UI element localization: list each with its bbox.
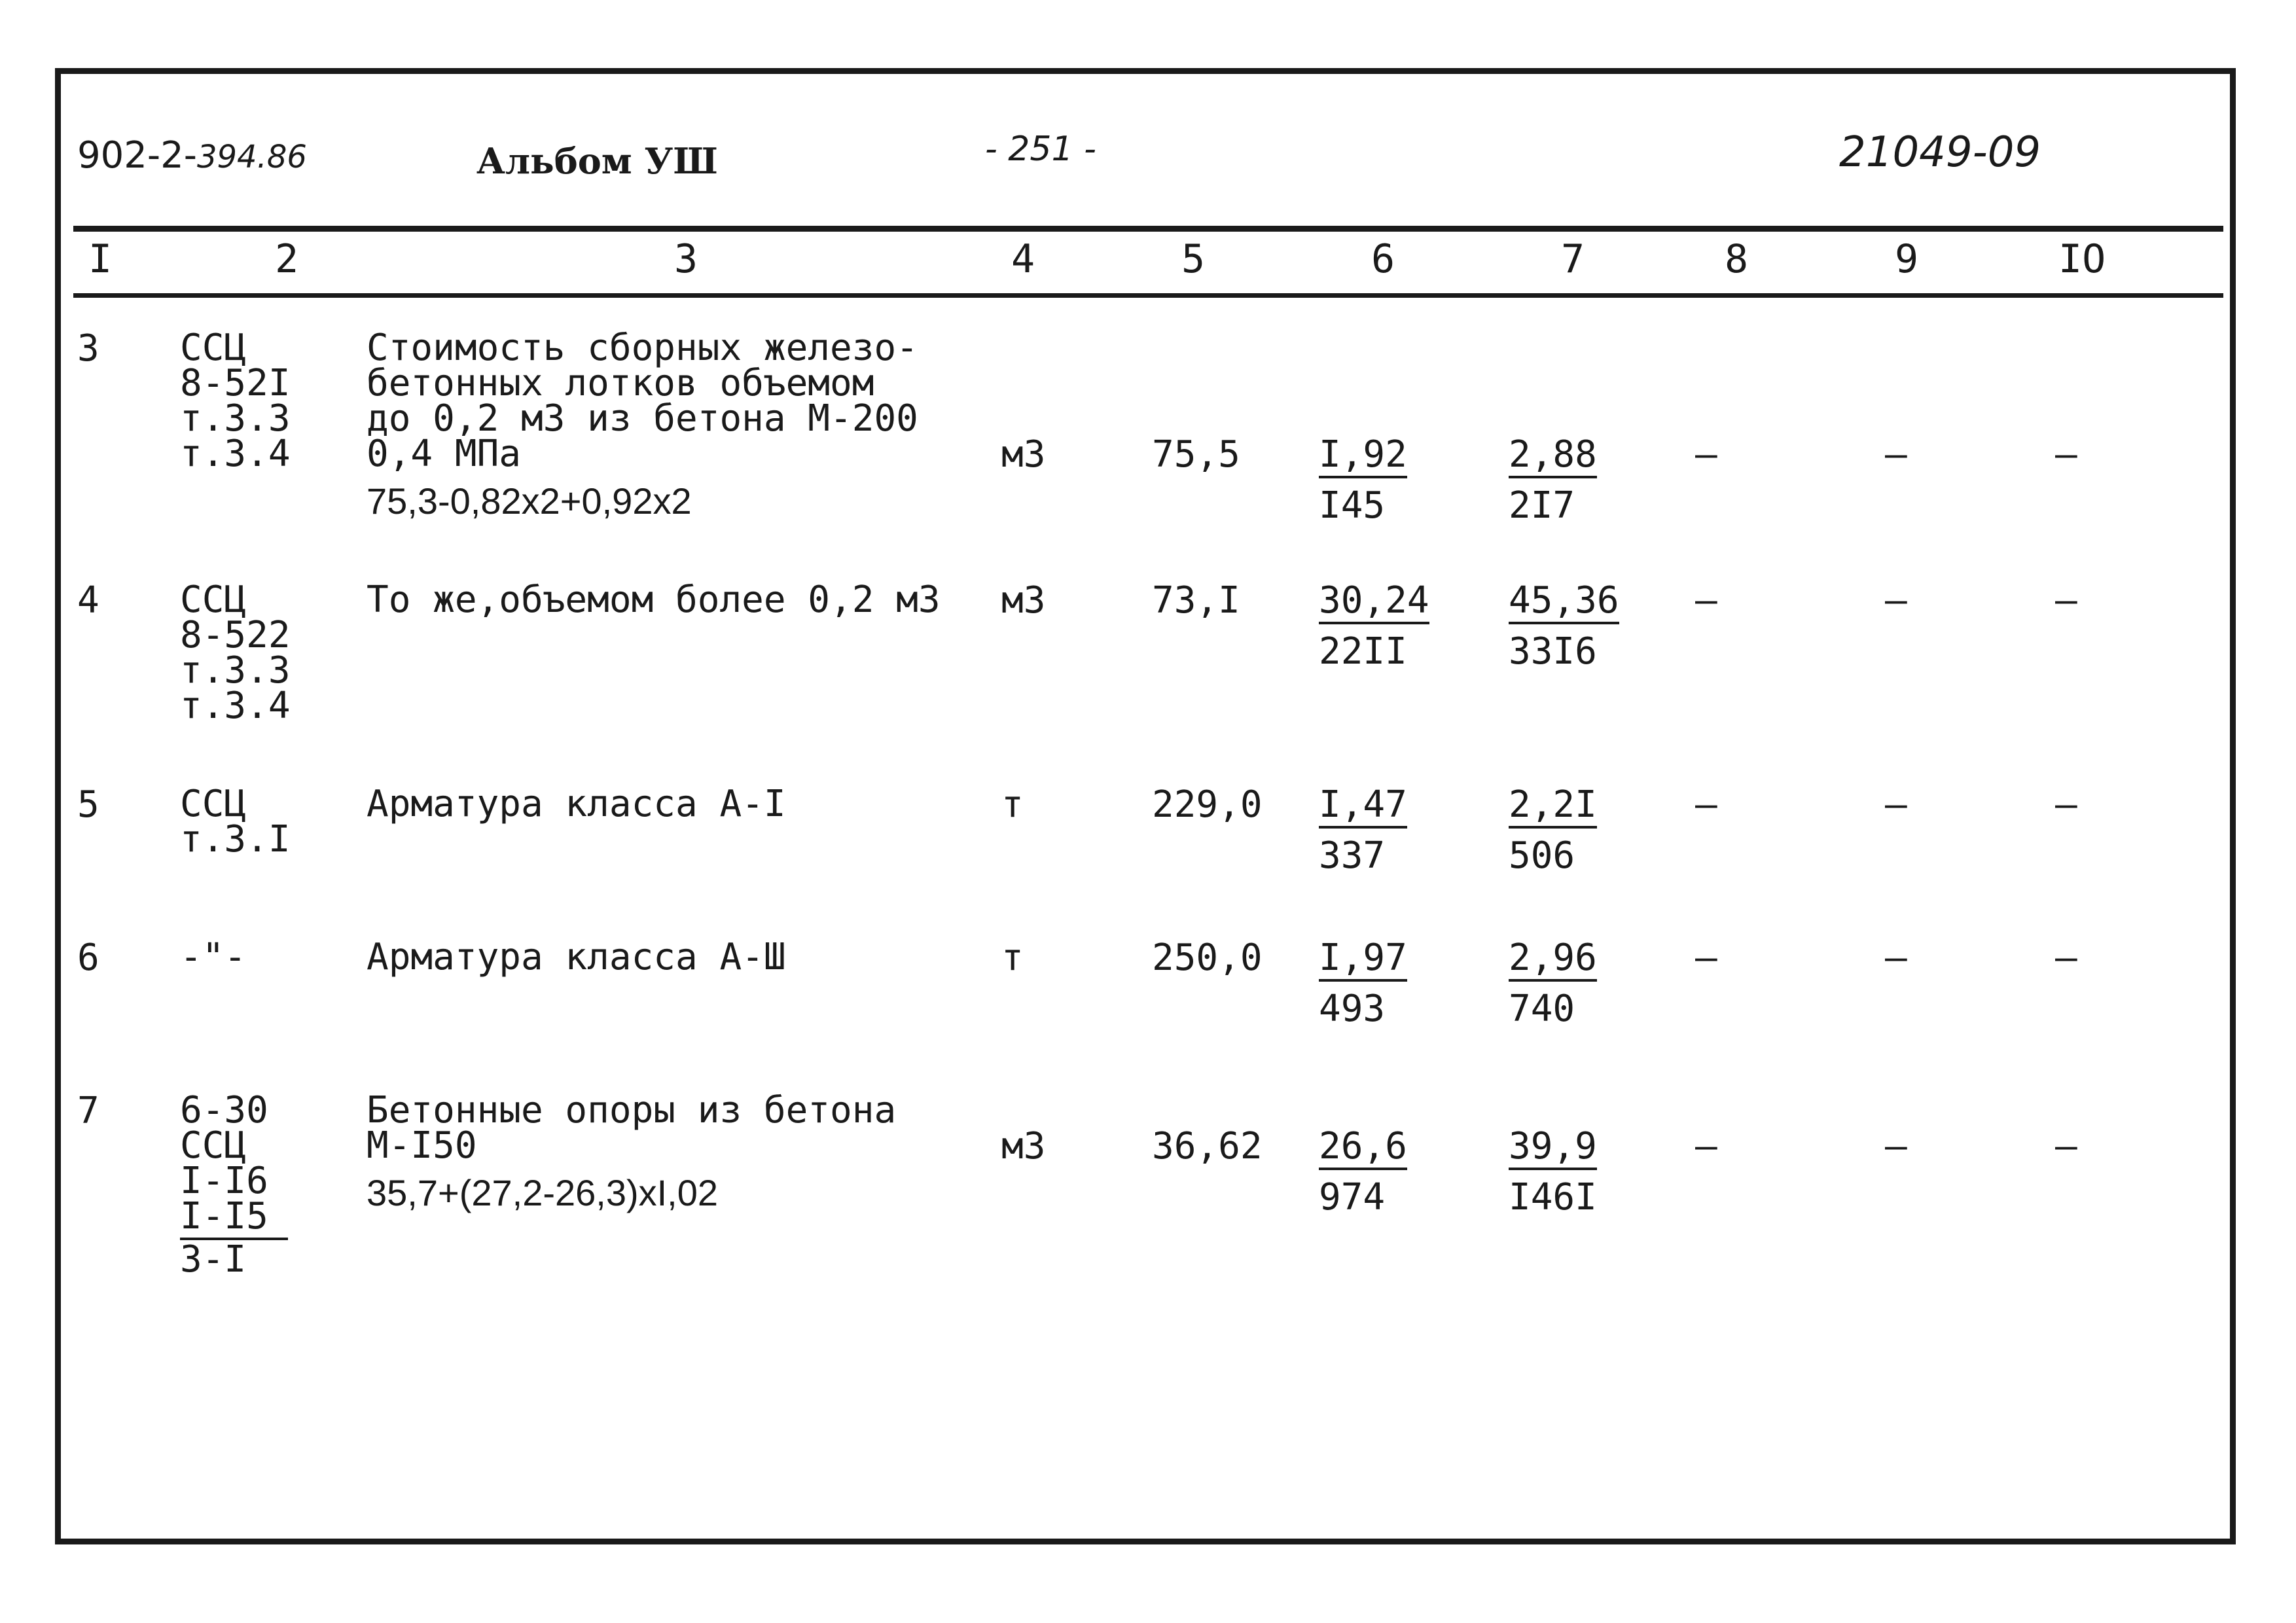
- price-value: 2,88: [1509, 437, 1597, 478]
- fraction-c6: [1319, 579, 1429, 673]
- description-line: Арматура класса А-I: [367, 783, 786, 825]
- row-codes: [180, 783, 291, 861]
- col10-value: –: [2055, 433, 2077, 476]
- unit: м3: [1001, 1125, 1046, 1168]
- quantity: 73,I: [1152, 579, 1240, 622]
- row-number: 6: [77, 936, 99, 979]
- doc-code-handwritten: 394.86: [196, 139, 307, 175]
- col10-value: –: [2055, 936, 2077, 979]
- code-line: т.3.I: [180, 818, 291, 861]
- code-line: т.3.4: [180, 433, 291, 475]
- fraction-c7: [1509, 433, 1597, 527]
- column-header-6: 6: [1371, 236, 1395, 282]
- col8-value: –: [1695, 579, 1717, 622]
- total-value: 33I6: [1509, 630, 1597, 673]
- col8-value: –: [1695, 433, 1717, 476]
- price-value: I,92: [1319, 437, 1407, 478]
- doc-code-printed: 902-2-: [77, 134, 197, 177]
- price-value: 26,6: [1319, 1128, 1407, 1170]
- fraction-c6: [1319, 433, 1407, 527]
- code-line: 3-I: [180, 1238, 247, 1281]
- column-header-8: 8: [1725, 236, 1749, 282]
- row-codes: [180, 579, 291, 727]
- code-line: [180, 1195, 288, 1238]
- description-line: Арматура класса А-Ш: [367, 936, 786, 978]
- code-line: т.3.3: [180, 649, 291, 692]
- row-number: 4: [77, 579, 99, 622]
- album-label: Альбом УШ: [476, 140, 718, 182]
- row-description: [367, 936, 786, 978]
- code-line: 6-30: [180, 1089, 268, 1132]
- total-value: 22II: [1319, 630, 1407, 673]
- description-line: до 0,2 м3 из бетона М-200: [367, 397, 918, 440]
- code-line: ССЦ: [180, 783, 247, 825]
- code-line: -"-: [180, 936, 247, 978]
- column-header-7: 7: [1561, 236, 1585, 282]
- fraction-c7: [1509, 1125, 1597, 1219]
- total-value: I45: [1319, 484, 1386, 527]
- header-rule-top: [73, 226, 2223, 232]
- column-header-1: I: [88, 236, 113, 282]
- row-number: 7: [77, 1090, 99, 1132]
- code-line: т.3.3: [180, 397, 291, 440]
- column-header-4: 4: [1011, 236, 1035, 282]
- quantity: 75,5: [1152, 433, 1240, 476]
- col9-value: –: [1885, 579, 1907, 622]
- fraction-c7: [1509, 936, 1597, 1030]
- code-line: ССЦ: [180, 579, 247, 621]
- column-header-10: IO: [2058, 236, 2106, 282]
- quantity: 36,62: [1152, 1125, 1263, 1168]
- row-description: [367, 327, 918, 522]
- unit: м3: [1001, 433, 1046, 476]
- col10-value: –: [2055, 579, 2077, 622]
- price-value: 39,9: [1509, 1128, 1597, 1170]
- price-value: 30,24: [1319, 582, 1429, 624]
- page-number: - 251 -: [985, 130, 1096, 169]
- row-codes: [180, 1089, 288, 1281]
- formula: 35,7+(27,2-26,3)хI,02: [367, 1172, 719, 1213]
- total-value: 493: [1319, 988, 1386, 1030]
- col9-value: –: [1885, 783, 1907, 826]
- code-line: I-I6: [180, 1160, 268, 1202]
- header-rule-bottom: [73, 293, 2223, 298]
- price-value: 45,36: [1509, 582, 1619, 624]
- description-line: Бетонные опоры из бетона: [367, 1089, 897, 1132]
- quantity: 229,0: [1152, 783, 1263, 826]
- col10-value: –: [2055, 783, 2077, 826]
- row-codes: [180, 936, 247, 978]
- description-line: бетонных лотков объемом: [367, 362, 874, 404]
- column-header-5: 5: [1181, 236, 1206, 282]
- row-codes: [180, 327, 291, 475]
- sheet-code: 21049-09: [1839, 128, 2041, 177]
- row-number: 3: [77, 327, 99, 370]
- total-value: 974: [1319, 1176, 1386, 1219]
- doc-code: [77, 134, 307, 177]
- row-description: [367, 783, 786, 825]
- description-line: Стоимость сборных железо-: [367, 327, 918, 369]
- column-header-2: 2: [275, 236, 299, 282]
- price-value: 2,2I: [1509, 787, 1597, 829]
- total-value: 337: [1319, 834, 1386, 877]
- quantity: 250,0: [1152, 936, 1263, 979]
- description-line: М-I50: [367, 1124, 477, 1167]
- col8-value: –: [1695, 936, 1717, 979]
- column-header-9: 9: [1895, 236, 1919, 282]
- fraction-c6: [1319, 936, 1407, 1030]
- code-line: ССЦ: [180, 1124, 247, 1167]
- code-line: 8-52I: [180, 362, 291, 404]
- unit: м3: [1001, 579, 1046, 622]
- total-value: 2I7: [1509, 484, 1575, 527]
- code-line: 8-522: [180, 614, 291, 656]
- total-value: 506: [1509, 834, 1575, 877]
- fraction-c7: [1509, 783, 1597, 877]
- fraction-c6: [1319, 783, 1407, 877]
- formula: 75,3-0,82х2+0,92х2: [367, 480, 692, 522]
- col9-value: –: [1885, 936, 1907, 979]
- price-value: 2,96: [1509, 940, 1597, 982]
- fraction-c6: [1319, 1125, 1407, 1219]
- unit: т: [1001, 783, 1024, 826]
- col8-value: –: [1695, 783, 1717, 826]
- code-underlined: I-I5: [180, 1195, 288, 1240]
- total-value: 740: [1509, 988, 1575, 1030]
- price-value: I,97: [1319, 940, 1407, 982]
- col10-value: –: [2055, 1125, 2077, 1168]
- total-value: I46I: [1509, 1176, 1597, 1219]
- row-number: 5: [77, 783, 99, 826]
- description-line: То же,объемом более 0,2 м3: [367, 579, 941, 621]
- col8-value: –: [1695, 1125, 1717, 1168]
- fraction-c7: [1509, 579, 1619, 673]
- code-line: т.3.4: [180, 685, 291, 727]
- col9-value: –: [1885, 433, 1907, 476]
- unit: т: [1001, 936, 1024, 979]
- code-line: ССЦ: [180, 327, 247, 369]
- price-value: I,47: [1319, 787, 1407, 829]
- row-description: [367, 1089, 897, 1213]
- description-line: 0,4 МПа: [367, 433, 522, 475]
- col9-value: –: [1885, 1125, 1907, 1168]
- column-header-3: 3: [674, 236, 698, 282]
- row-description: [367, 579, 941, 621]
